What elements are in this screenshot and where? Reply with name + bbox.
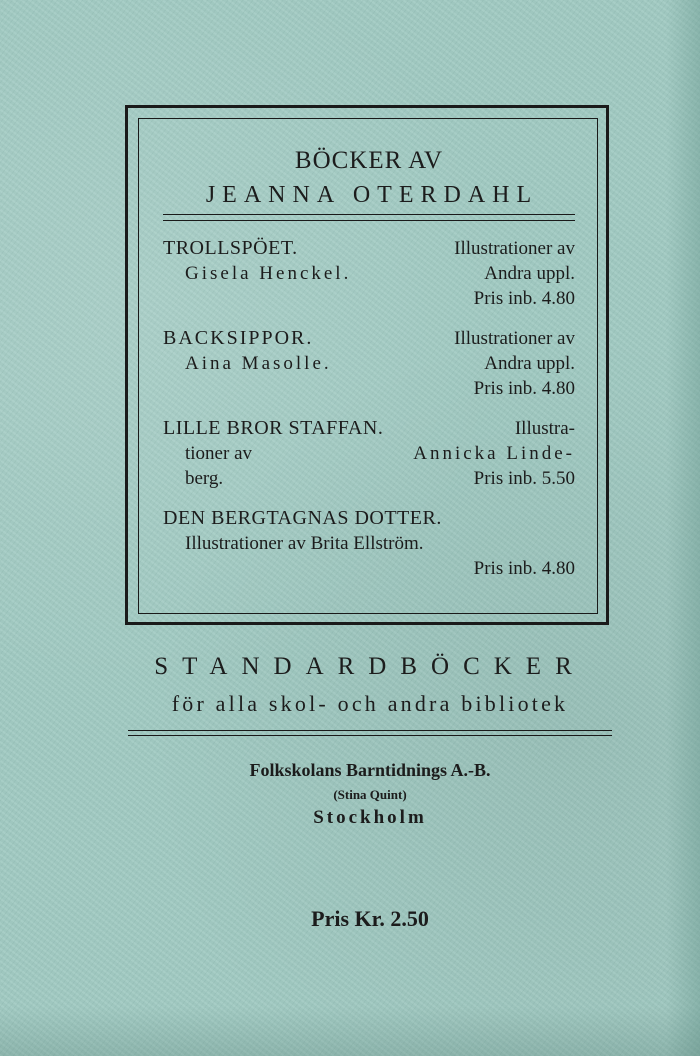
books-by-heading: BÖCKER AV: [294, 147, 444, 174]
cover-price: Pris Kr. 2.50: [311, 906, 429, 931]
publisher-owner: (Stina Quint): [333, 787, 407, 802]
book-price: Pris inb. 4.80: [473, 288, 575, 309]
author-name: JEANNA OTERDAHL: [205, 182, 539, 208]
publisher-double-rule: [128, 730, 612, 736]
book-illustration-note: Illustra-: [514, 418, 575, 439]
standard-books-subtitle: för alla skol- och andra bibliotek: [171, 691, 569, 716]
book-price: Pris inb. 4.80: [473, 378, 575, 399]
book-illustrator: Gisela Henckel.: [185, 263, 352, 284]
book-illustrator: Illustrationer av Brita Ellström.: [185, 533, 424, 554]
publisher-name: Folkskolans Barntidnings A.-B.: [249, 760, 491, 780]
book-title: TROLLSPÖET.: [163, 237, 298, 259]
book-title: LILLE BROR STAFFAN.: [163, 417, 384, 439]
book-title: DEN BERGTAGNAS DOTTER.: [163, 507, 442, 529]
cover-bottom-shadow: [0, 1006, 700, 1056]
book-price: Pris inb. 5.50: [473, 468, 575, 489]
standard-books-title: STANDARDBÖCKER: [154, 653, 586, 680]
cover-edge-shadow: [666, 0, 700, 1056]
book-illustrator-cont: berg.: [185, 468, 224, 489]
book-entry: [163, 326, 575, 401]
book-title: BACKSIPPOR.: [163, 327, 314, 349]
book-illustration-note: Illustrationer av: [454, 238, 575, 259]
book-list: [163, 130, 575, 581]
book-price: Pris inb. 4.80: [473, 558, 575, 579]
book-illustrator: Aina Masolle.: [185, 353, 332, 374]
book-illustrator: Annicka Linde-: [413, 443, 575, 464]
book-edition: Andra uppl.: [484, 263, 575, 284]
book-entry: [163, 416, 575, 491]
header-double-rule: [163, 214, 575, 221]
book-illustration-note: Illustrationer av: [454, 328, 575, 349]
book-illustration-note-cont: tioner av: [185, 443, 253, 464]
book-entry: [163, 236, 575, 311]
book-edition: Andra uppl.: [484, 353, 575, 374]
publisher-city: Stockholm: [313, 807, 427, 828]
book-entry: [163, 506, 575, 581]
